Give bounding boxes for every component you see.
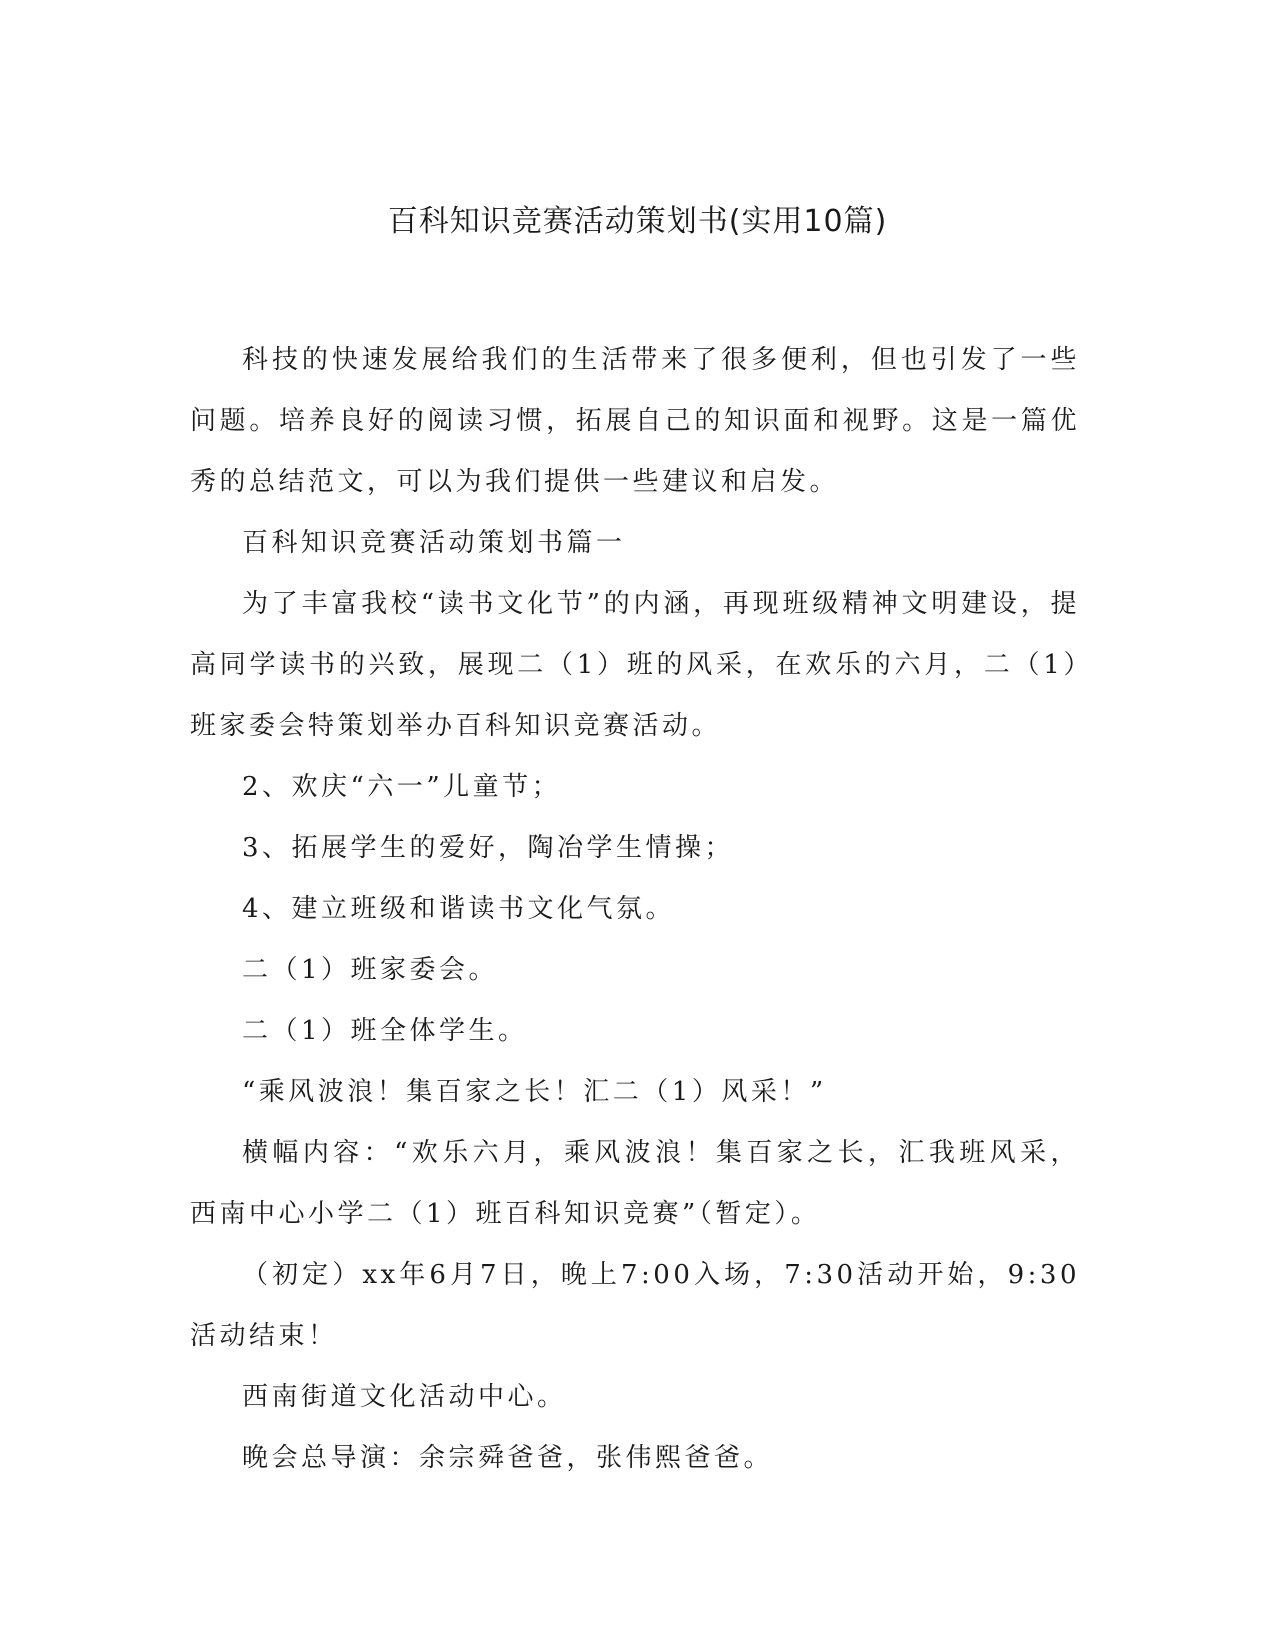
paragraph-goal-2: 2、欢庆“六一”儿童节； (242, 772, 562, 802)
document-body (190, 330, 1080, 1489)
paragraph-organizer: 二（1）班家委会。 (242, 955, 499, 985)
paragraph-section-heading: 百科知识竞赛活动策划书篇一 (242, 528, 626, 558)
paragraph-director: 晚会总导演：余宗舜爸爸，张伟熙爸爸。 (242, 1443, 774, 1473)
paragraph-banner: 横幅内容：“欢乐六月，乘风波浪！集百家之长，汇我班风采，西南中心小学二（1）班百科知识竞赛”（暂定）。 (190, 1138, 1080, 1229)
paragraph-venue: 西南街道文化活动中心。 (242, 1382, 567, 1412)
paragraph-intro: 科技的快速发展给我们的生活带来了很多便利，但也引发了一些问题。培养良好的阅读习惯，拓展自己的知识面和视野。这是一篇优秀的总结范文，可以为我们提供一些建议和启发。 (190, 345, 1080, 497)
paragraph-time: （初定）xx年6月7日，晚上7:00入场，7:30活动开始，9:30活动结束！ (190, 1260, 1080, 1351)
paragraph-purpose: 为了丰富我校“读书文化节”的内涵，再现班级精神文明建设，提高同学读书的兴致，展现二（1）班的风采，在欢乐的六月，二（1）班家委会特策划举办百科知识竞赛活动。 (190, 589, 1080, 741)
document-title: 百科知识竞赛活动策划书(实用10篇) (387, 204, 888, 239)
paragraph-goal-4: 4、建立班级和谐读书文化气氛。 (242, 894, 676, 924)
paragraph-participants: 二（1）班全体学生。 (242, 1016, 528, 1046)
paragraph-goal-3: 3、拓展学生的爱好，陶冶学生情操； (242, 833, 735, 863)
paragraph-slogan: “乘风波浪！集百家之长！汇二（1）风采！” (242, 1077, 827, 1107)
